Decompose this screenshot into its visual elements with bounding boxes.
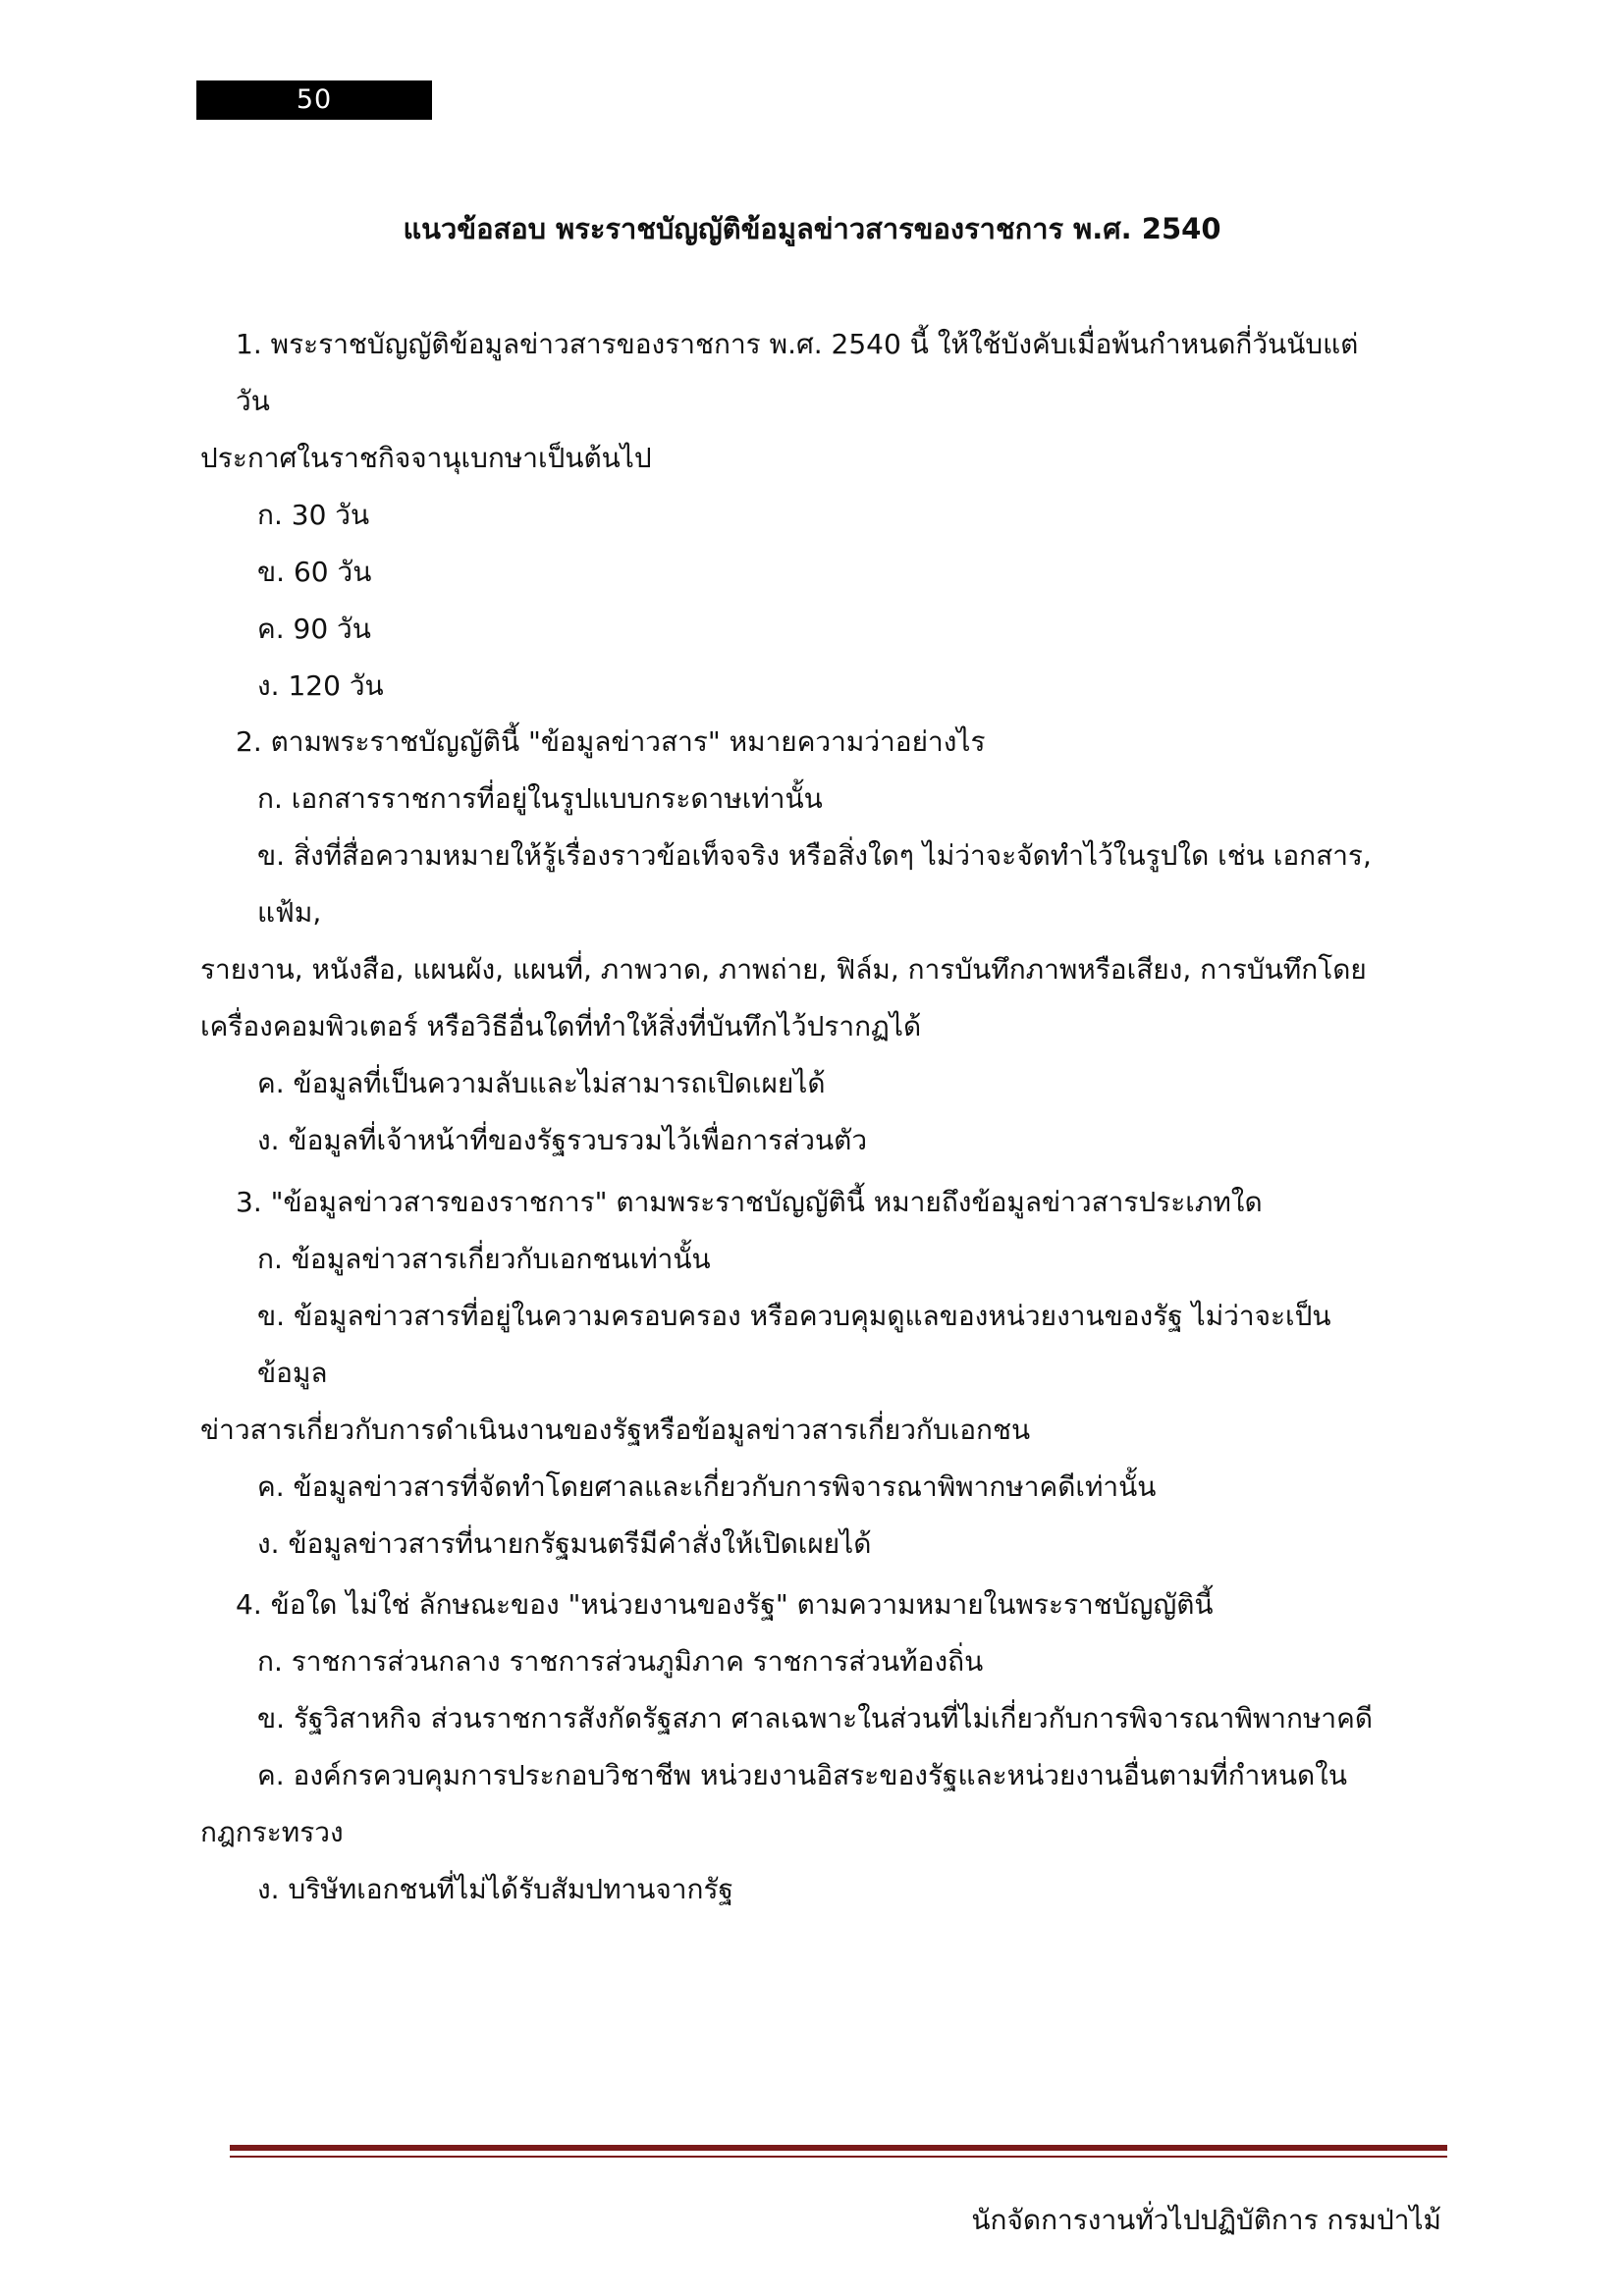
question-3-stem: 3. "ข้อมูลข่าวสารของราชการ" ตามพระราชบัญญัตินี้ หมายถึงข้อมูลข่าวสารประเภทใด xyxy=(236,1186,1263,1218)
document-title: แนวข้อสอบ พระราชบัญญัติข้อมูลข่าวสารของราชการ พ.ศ. 2540 xyxy=(403,212,1221,245)
question-2-stem: 2. ตามพระราชบัญญัตินี้ "ข้อมูลข่าวสาร" หมายความว่าอย่างไร xyxy=(236,725,986,758)
question-3-option-b-line-1: ข. ข้อมูลข่าวสารที่อยู่ในความครอบครอง หรือควบคุมดูแลของหน่วยงานของรัฐ ไม่ว่าจะเป็นข้อมูล xyxy=(257,1300,1331,1389)
question-4-option-a: ก. ราชการส่วนกลาง ราชการส่วนภูมิภาค ราชการส่วนท้องถิ่น xyxy=(257,1645,984,1678)
question-3-option-b-line-2: ข่าวสารเกี่ยวกับการดำเนินงานของรัฐหรือข้อมูลข่าวสารเกี่ยวกับเอกชน xyxy=(200,1414,1031,1446)
question-4-option-c-line-1: ค. องค์กรควบคุมการประกอบวิชาชีพ หน่วยงานอิสระของรัฐและหน่วยงานอื่นตามที่กำหนดใน xyxy=(257,1759,1347,1791)
question-3-option-c: ค. ข้อมูลข่าวสารที่จัดทำโดยศาลและเกี่ยวกับการพิจารณาพิพากษาคดีเท่านั้น xyxy=(257,1470,1157,1503)
question-4-option-d: ง. บริษัทเอกชนที่ไม่ได้รับสัมปทานจากรัฐ xyxy=(257,1873,733,1905)
question-2-option-b-line-1: ข. สิ่งที่สื่อความหมายให้รู้เรื่องราวข้อเท็จจริง หรือสิ่งใดๆ ไม่ว่าจะจัดทำไว้ในรูปใด เช่น เอกสาร, แฟ้ม, xyxy=(257,839,1372,929)
footer-text: นักจัดการงานทั่วไปปฏิบัติการ กรมป่าไม้ xyxy=(971,2204,1441,2236)
question-2-option-a: ก. เอกสารราชการที่อยู่ในรูปแบบกระดาษเท่านั้น xyxy=(257,782,823,815)
question-3-option-d: ง. ข้อมูลข่าวสารที่นายกรัฐมนตรีมีคำสั่งให้เปิดเผยได้ xyxy=(257,1527,872,1560)
question-4-option-c-line-2: กฎกระทรวง xyxy=(200,1816,344,1848)
question-3-option-a: ก. ข้อมูลข่าวสารเกี่ยวกับเอกชนเท่านั้น xyxy=(257,1243,711,1275)
question-4-option-b: ข. รัฐวิสาหกิจ ส่วนราชการสังกัดรัฐสภา ศาลเฉพาะในส่วนที่ไม่เกี่ยวกับการพิจารณาพิพากษาคดี xyxy=(257,1702,1374,1735)
question-3 xyxy=(200,1174,1375,1573)
question-2-option-b-line-3: เครื่องคอมพิวเตอร์ หรือวิธีอื่นใดที่ทำให้สิ่งที่บันทึกไว้ปรากฏได้ xyxy=(200,1010,922,1042)
question-1-option-b: ข. 60 วัน xyxy=(257,556,372,588)
question-2-option-d: ง. ข้อมูลที่เจ้าหน้าที่ของรัฐรวบรวมไว้เพื่อการส่วนตัว xyxy=(257,1124,868,1156)
question-2-option-b-line-2: รายงาน, หนังสือ, แผนผัง, แผนที่, ภาพวาด, ภาพถ่าย, ฟิล์ม, การบันทึกภาพหรือเสียง, การบันทึกโดย xyxy=(200,953,1367,986)
question-2-option-c: ค. ข้อมูลที่เป็นความลับและไม่สามารถเปิดเผยได้ xyxy=(257,1067,826,1099)
question-1-option-a: ก. 30 วัน xyxy=(257,499,370,531)
question-1-option-c: ค. 90 วัน xyxy=(257,613,371,645)
question-1-stem-line-2: ประกาศในราชกิจจานุเบกษาเป็นต้นไป xyxy=(200,442,652,474)
question-1-option-d: ง. 120 วัน xyxy=(257,669,384,702)
footer-divider-thin xyxy=(230,2156,1447,2158)
footer-divider-thick xyxy=(230,2145,1447,2151)
question-1-stem-line-1: 1. พระราชบัญญัติข้อมูลข่าวสารของราชการ พ.ศ. 2540 นี้ ให้ใช้บังคับเมื่อพ้นกำหนดกี่วันนับแต่วัน xyxy=(236,328,1359,417)
question-2 xyxy=(200,714,1375,1169)
page-number: 50 xyxy=(196,80,432,120)
question-4 xyxy=(200,1576,1375,1918)
question-1 xyxy=(200,316,1375,715)
question-4-stem: 4. ข้อใด ไม่ใช่ ลักษณะของ "หน่วยงานของรัฐ" ตามความหมายในพระราชบัญญัตินี้ xyxy=(236,1588,1214,1621)
